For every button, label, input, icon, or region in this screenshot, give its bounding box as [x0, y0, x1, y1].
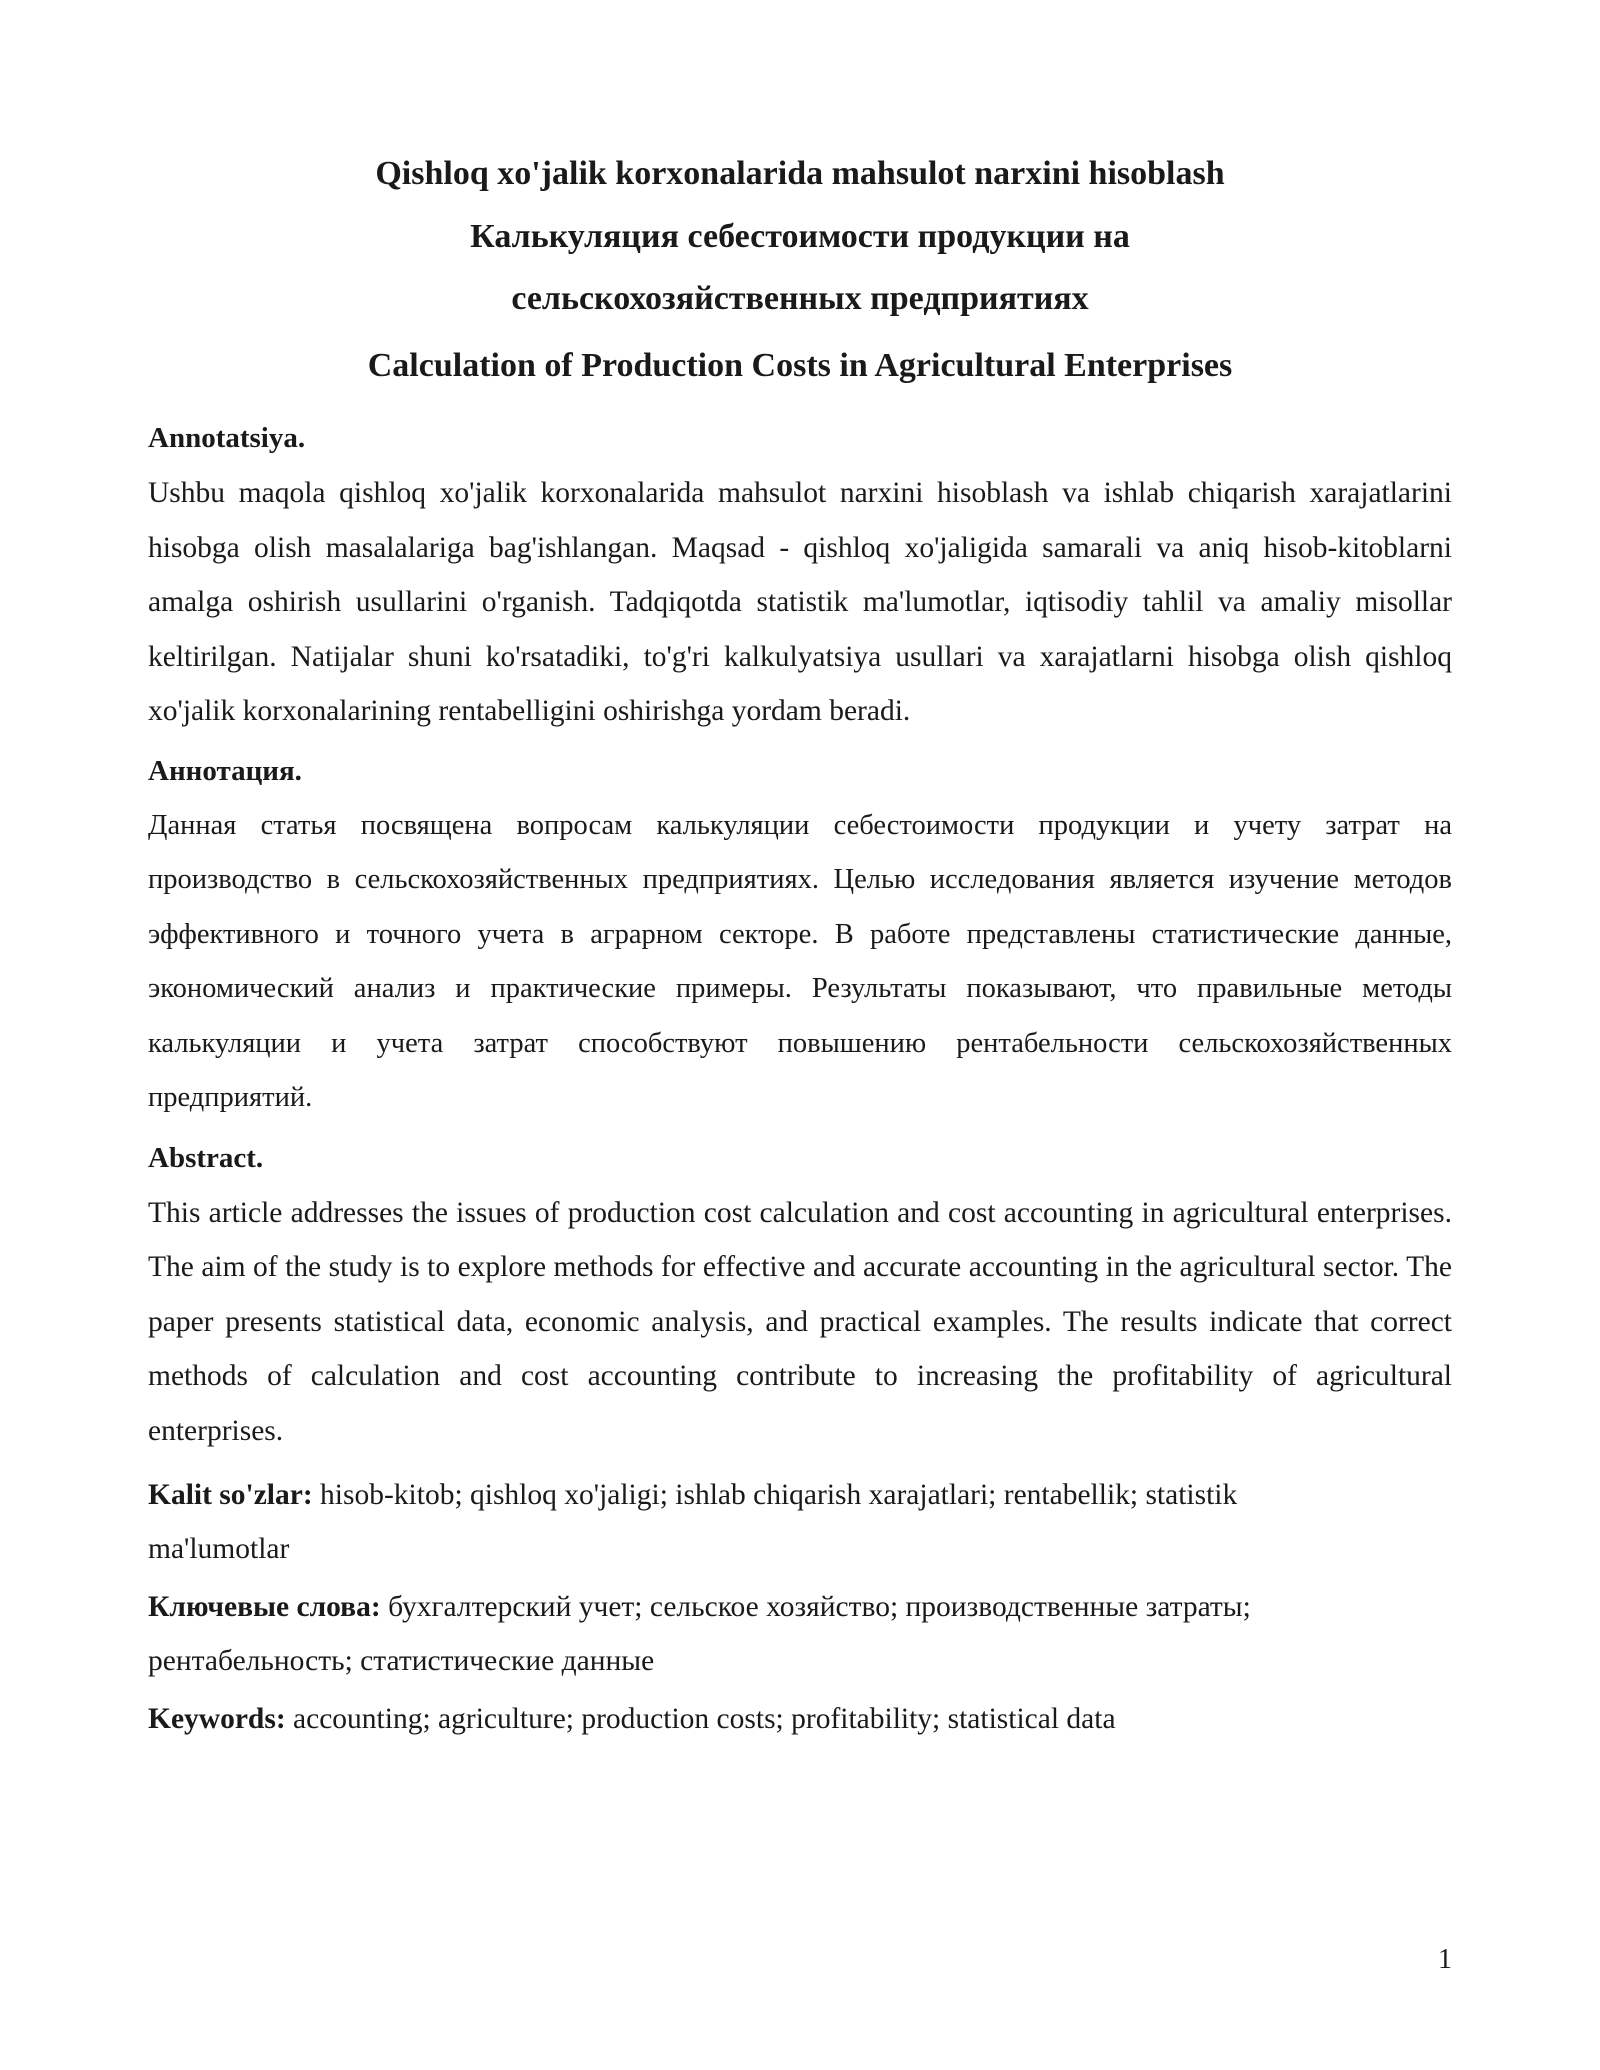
keywords-label-uzbek: Kalit so'zlar:	[148, 1479, 313, 1511]
title-uzbek: Qishloq xo'jalik korxonalarida mahsulot narxini hisoblash	[375, 155, 1225, 192]
keywords-text-russian: бухгалтерский учет; сельское хозяйство; производственные затраты; рентабельность; статистические данные	[148, 1591, 1251, 1677]
title-russian: Калькуляция себестоимости продукции на сельскохозяйственных предприятиях	[470, 218, 1130, 317]
keywords-english	[148, 1692, 1318, 1746]
annotation-heading-russian: Аннотация.	[148, 754, 302, 787]
annotation-text-uzbek: Ushbu maqola qishloq xo'jalik korxonalarida mahsulot narxini hisoblash va ishlab chiqarish xarajatlarini hisobga olish masalalariga bag'ishlangan. Maqsad - qishloq xo'jaligida samarali va aniq hisob-kitoblarni amalga oshirish usullarini o'rganish. Tadqiqotda statistik ma'lumotlar, iqtisodiy tahlil va amaliy misollar keltirilgan. Natijalar shuni ko'rsatadiki, to'g'ri kalkulyatsiya usullari va xarajatlarni hisobga olish qishloq xo'jalik korxonalarining rentabelligini oshirishga yordam beradi.	[148, 477, 1452, 727]
abstract-text-english: This article addresses the issues of production cost calculation and cost accounting in agricultural enterprises. The aim of the study is to explore methods for effective and accurate accounting in the agricultural sector. The paper presents statistical data, economic analysis, and practical examples. The results indicate that correct methods of calculation and cost accounting contribute to increasing the profitability of agricultural enterprises.	[148, 1196, 1452, 1447]
keywords-label-russian: Ключевые слова:	[148, 1591, 381, 1623]
page-number: 1	[1438, 1944, 1452, 1975]
annotation-text-russian: Данная статья посвящена вопросам калькуляции себестоимости продукции и учету затрат на производство в сельскохозяйственных предприятиях. Целью исследования является изучение методов эффективного и точного учета в аграрном секторе. В работе представлены статистические данные, экономический анализ и практические примеры. Результаты показывают, что правильные методы калькуляции и учета затрат способствуют повышению рентабельности сельскохозяйственных предприятий.	[148, 809, 1452, 1113]
title-block	[148, 142, 1452, 398]
abstract-heading-english: Abstract.	[148, 1141, 264, 1174]
keywords-text-english: accounting; agriculture; production costs; profitability; statistical data	[285, 1703, 1116, 1735]
keywords-russian	[148, 1580, 1318, 1688]
title-english: Calculation of Production Costs in Agricultural Enterprises	[367, 347, 1233, 384]
document-body	[148, 416, 1452, 1750]
document-page	[148, 0, 1452, 2070]
keywords-label-english: Keywords:	[148, 1703, 286, 1735]
keywords-text-uzbek: hisob-kitob; qishloq xo'jaligi; ishlab chiqarish xarajatlari; rentabellik; statistik ma'lumotlar	[148, 1479, 1238, 1565]
annotation-heading-uzbek: Annotatsiya.	[148, 422, 306, 454]
keywords-uzbek	[148, 1468, 1318, 1576]
